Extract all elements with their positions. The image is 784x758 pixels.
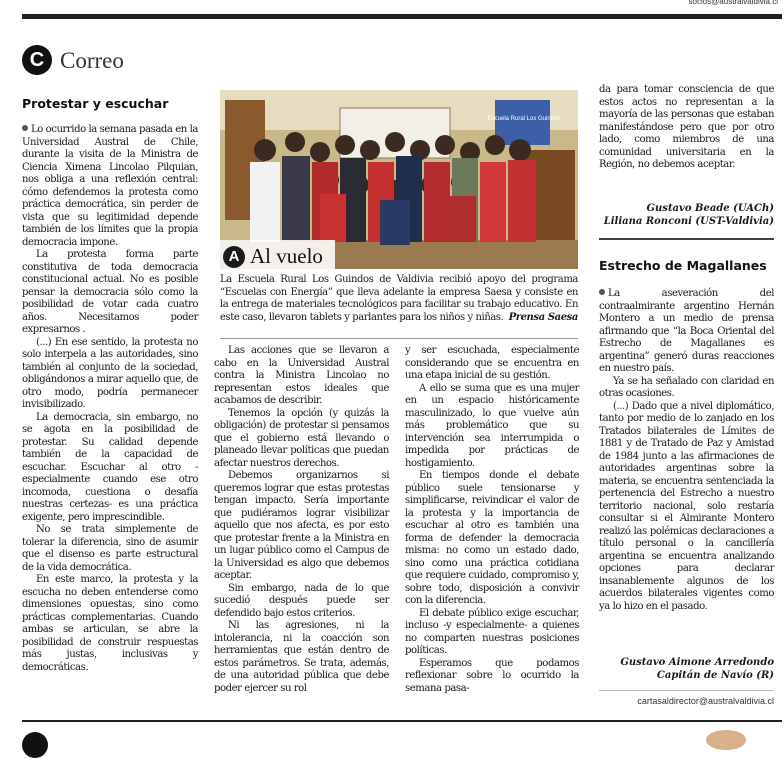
paragraph: Ni las agresiones, ni la intolerancia, ni la coacción son herramientas que están dentro de estos parámetros. Se trata, además, de una autoridad pública que debe poder ejercer su rol	[214, 620, 389, 694]
letter2-signature	[599, 656, 774, 682]
paragraph: Debemos organizarnos si queremos lograr que estas protestas tengan impacto. Sería importante que pudiéramos lograr visibilizar aquello que nos afecta, es por esto que protestar frente a la Ministra en un lugar público como el Campus de la Universidad es algo que debemos aceptar.	[214, 470, 389, 581]
letter1-col3	[405, 345, 579, 695]
signer-name: Gustavo Aimone Arredondo	[620, 657, 774, 668]
paragraph: La aseveración del contraalmirante argentino Hernán Montero a un medio de prensa afirmando que “la Boca Oriental del Estrecho de Magallanes es argentina” generó duras reacciones en nuestro país.	[599, 288, 774, 374]
header-email: socios@australvaldivia.cl	[688, 0, 778, 6]
caption-text: La Escuela Rural Los Guindos de Valdivia recibió apoyo del programa “Escuelas con Energía” que lleva adelante la empresa Saesa y consiste en la entrega de materiales tecnológicos para facilitar su trabajo educativo. En este caso, llevaron tablets y parlantes para los niños y niñas.	[220, 274, 578, 323]
top-rule	[22, 14, 782, 19]
photo-credit: Prensa Saesa	[508, 311, 578, 323]
paragraph: No se trata simplemente de tolerar la diferencia, sino de asumir que el disenso es parte estructural de la vida democrática.	[22, 524, 198, 573]
letter2-body	[599, 288, 774, 613]
letter2-title: Estrecho de Magallanes	[599, 258, 767, 273]
paragraph: (...) Dado que a nivel diplomático, tanto por medio de lo zanjado en los Tratados bilaterales de Límites de 1881 y de Tratado de Paz y Amistad de 1984 junto a las afirmaciones de autoridades argentinas sobre la materia, se encuentra sentenciada la pertenencia del Estrecho a nuestro territorio nacional, solo restaría consultar si el Almirante Montero realizó las polémicas declaraciones a título personal o la cancillería argentina se encuentra analizando opciones para declarar insanablemente algunos de los acuerdos bilaterales vigentes como ya lo hizo en el pasado.	[599, 400, 774, 612]
letter1-col4	[599, 84, 774, 172]
paragraph: y ser escuchada, especialmente considerando que se encuentra en una etapa inicial de su gestión.	[405, 345, 579, 381]
paragraph: da para tomar consciencia de que estos actos no representan a la mayoría de las personas que estaban manifestándose pero que por otro lado, como miembros de una comunidad universitaria en la Región, no debemos aceptar.	[599, 84, 774, 170]
paragraph: Esperamos que podamos reflexionar sobre lo ocurrido la semana pasa-	[405, 657, 579, 694]
bottom-rule	[22, 720, 782, 722]
paragraph: Sin embargo, nada de lo que sucedió después puede ser defendido bajo estos criterios.	[214, 582, 389, 619]
paragraph: En tiempos donde el debate público suele tensionarse y simplificarse, reivindicar el valor de la protesta y la importancia de escuchar al otro es también una forma de defender la democracia misma: no como un estado dado, sino como una práctica cotidiana que requiere cuidado, compromiso y, sobre todo, disposición a convivir con la diferencia.	[405, 470, 579, 606]
letter1-signature	[599, 202, 774, 228]
next-section-logo-icon	[22, 732, 48, 758]
school-sign-text: Escuela Rural Los Guindos	[487, 116, 561, 122]
paragraph: (...) En ese sentido, la protesta no solo interpela a las autoridades, sino también al conjunto de la sociedad, obligándonos a mirar aquello que, de otro modo, podría permanecer invisibilizado.	[22, 336, 198, 410]
photo-caption	[220, 274, 578, 324]
divider	[599, 690, 774, 691]
divider	[220, 338, 578, 339]
letter1-col2	[214, 345, 389, 695]
divider	[599, 238, 774, 240]
paragraph: En este marco, la protesta y la escucha no deben entenderse como dimensiones opuestas, sino como prácticas complementarias. Cuando ambas se articulan, se abre la posibilidad de construir respuestas más justas, inclusivas y democráticas.	[22, 574, 198, 673]
bullet-icon	[22, 125, 28, 131]
letter1-col1	[22, 124, 198, 674]
paragraph: Tenemos la opción (y quizás la obligación) de protestar si pensamos que el gobierno está llevando o planeado llevar políticas que puedan afectar nuestros derechos.	[214, 407, 389, 469]
bullet-icon	[599, 289, 605, 295]
paragraph: Las acciones que se llevaron a cabo en la Universidad Austral contra la Ministra Lincolao no representan estos ideales que acabamos de describir.	[214, 345, 389, 406]
signer-name: Gustavo Beade (UACh)	[646, 203, 774, 214]
badge-logo-icon: A	[223, 246, 245, 268]
paragraph: El debate público exige escuchar, incluso -y especialmente- a quienes no comparten nuestras posiciones políticas.	[405, 607, 579, 656]
portrait-icon	[706, 730, 746, 750]
signer-title: Capitán de Navío (R)	[656, 670, 774, 681]
footer-email: cartasaldirector@australvaldivia.cl	[637, 696, 774, 706]
paragraph: A ello se suma que es una mujer en un espacio históricamente masculinizado, lo que vuelve aún más problemático que su intervención sea interrumpida o impedida por prácticas de hostigamiento.	[405, 382, 579, 469]
section-logo-icon: C	[22, 45, 52, 75]
section-title: Correo	[60, 48, 124, 73]
letter1-title: Protestar y escuchar	[22, 96, 169, 111]
paragraph: La protesta forma parte constitutiva de toda democracia constitucional actual. No es posible pensar la democracia sólo como la posibilidad de votar cada cuatro años. Necesitamos poder expresarnos .	[22, 249, 198, 335]
paragraph: Ya se ha señalado con claridad en otras ocasiones.	[599, 375, 774, 399]
paragraph: La democracia, sin embargo, no se agota en la posibilidad de protestar. Su calidad depende también de la capacidad de escuchar. Escuchar al otro -especialmente cuando ese otro incomoda, cuestiona o desafía nuestras certezas- es una práctica exigente, pero imprescindible.	[22, 411, 198, 523]
signer-name: Liliana Ronconi (UST-Valdivia)	[603, 216, 774, 227]
paragraph: Lo ocurrido la semana pasada en la Universidad Austral de Chile, durante la visita de la Ministra de Ciencia Ximena Lincolao Pilquian, nos obliga a una reflexión central: cómo defendemos la protesta como práctica democrática, sin perder de vista que su legitimidad depende también de los límites que la propia democracia impone.	[22, 124, 198, 248]
badge-title: Al vuelo	[250, 244, 323, 268]
